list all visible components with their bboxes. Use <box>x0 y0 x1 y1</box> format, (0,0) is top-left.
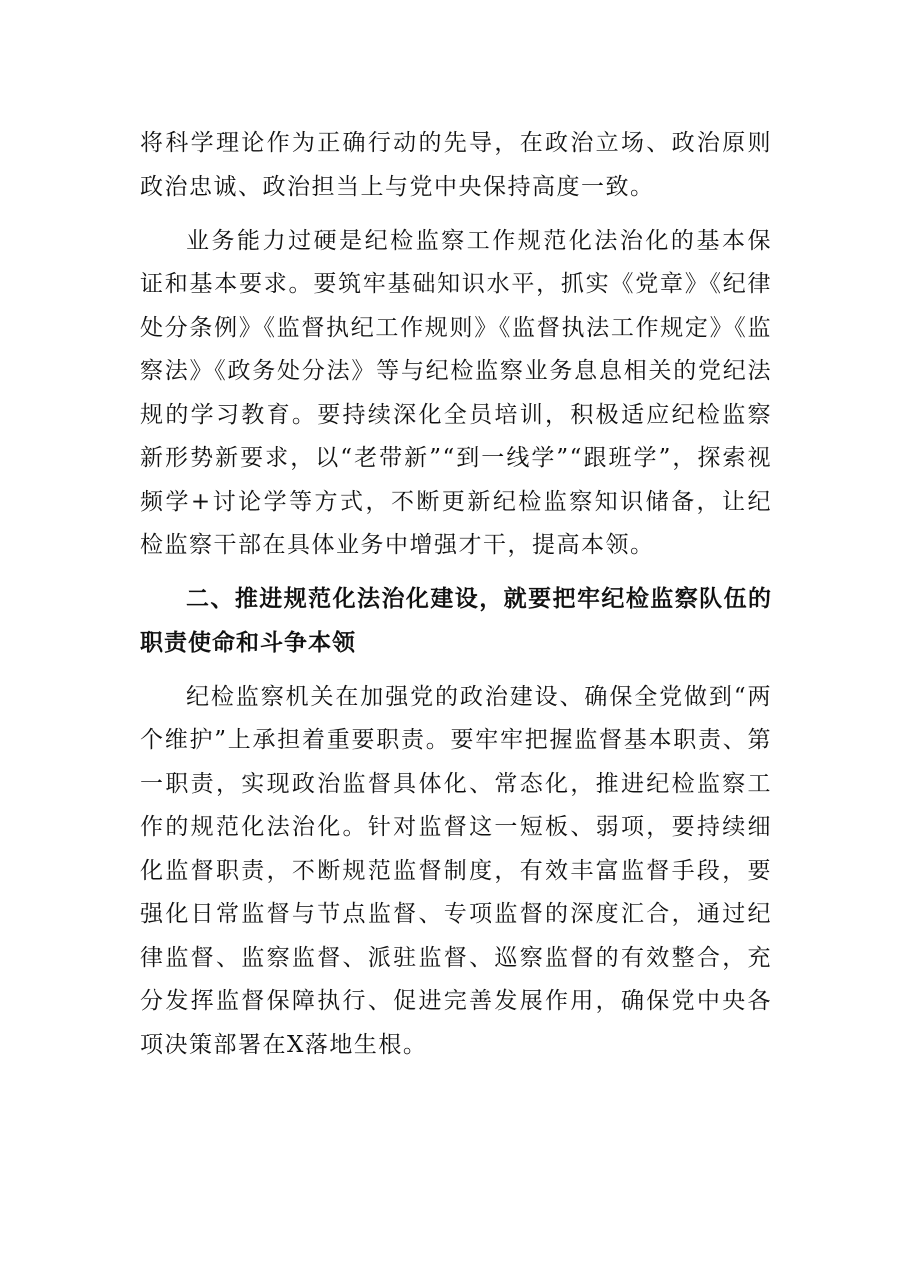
paragraph-business-ability: 业务能力过硬是纪检监察工作规范化法治化的基本保证和基本要求。要筑牢基础知识水平，抓实《党章》《纪律处分条例》《监督执纪工作规则》《监督执法工作规定》《监察法》《政务处分法》等与纪检监察业务息息相关的党纪法规的学习教育。要持续深化全员培训，积极适应纪检监察新形势新要求，以“老带新”“到一线学”“跟班学”，探索视频学+讨论学等方式，不断更新纪检监察知识储备，让纪检监察干部在具体业务中增强才干，提高本领。 <box>140 227 772 558</box>
section-heading-two: 二、推进规范化法治化建设，就要把牢纪检监察队伍的职责使命和斗争本领 <box>140 586 772 656</box>
paragraph-continuation: 将科学理论作为正确行动的先导，在政治立场、政治原则政治忠诚、政治担当上与党中央保持高度一致。 <box>140 130 772 200</box>
paragraph-supervision-duty: 纪检监察机关在加强党的政治建设、确保全党做到“两个维护”上承担着重要职责。要牢牢把握监督基本职责、第一职责，实现政治监督具体化、常态化，推进纪检监察工作的规范化法治化。针对监督这一短板、弱项，要持续细化监督职责，不断规范监督制度，有效丰富监督手段，要强化日常监督与节点监督、专项监督的深度汇合，通过纪律监督、监察监督、派驻监督、巡察监督的有效整合，充分发挥监督保障执行、促进完善发展作用，确保党中央各项决策部署在X落地生根。 <box>140 683 772 1058</box>
document-body <box>140 122 772 1067</box>
